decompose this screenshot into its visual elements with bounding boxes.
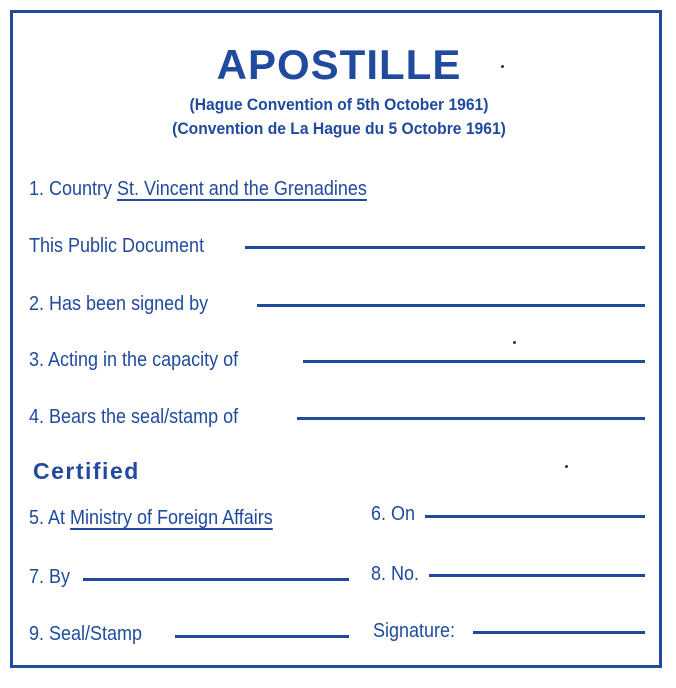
ink-speck [501, 65, 504, 68]
signed-by-line [257, 304, 645, 307]
certified-heading: Certified [33, 458, 140, 484]
acting-capacity-label: 3. Acting in the capacity of [29, 349, 239, 371]
signature-line [473, 631, 645, 634]
ink-speck [513, 341, 516, 344]
acting-capacity-line [303, 360, 645, 363]
seal-stamp-label: 9. Seal/Stamp [29, 623, 143, 645]
apostille-title: APOSTILLE [216, 41, 462, 88]
subtitle-english: (Hague Convention of 5th October 1961) [189, 95, 489, 114]
subtitle-french: (Convention de La Hague du 5 Octobre 1961) [172, 119, 506, 138]
country-value: St. Vincent and the Grenadines [117, 178, 367, 200]
by-label: 7. By [29, 566, 71, 588]
by-line [83, 578, 349, 581]
at-label: 5. At [29, 507, 66, 529]
country-label: 1. Country [29, 178, 113, 200]
signature-label: Signature: [373, 620, 456, 642]
on-label: 6. On [371, 503, 416, 525]
at-row [29, 507, 273, 530]
signed-by-label: 2. Has been signed by [29, 293, 209, 315]
apostille-stamp [10, 10, 662, 668]
at-value: Ministry of Foreign Affairs [70, 507, 273, 529]
bears-seal-label: 4. Bears the seal/stamp of [29, 406, 239, 428]
ink-speck [565, 465, 568, 468]
no-line [429, 574, 645, 577]
country-row [29, 178, 367, 201]
seal-stamp-line [175, 635, 349, 638]
on-line [425, 515, 645, 518]
public-document-line [245, 246, 645, 249]
bears-seal-line [297, 417, 645, 420]
no-label: 8. No. [371, 563, 420, 585]
public-document-label: This Public Document [29, 235, 205, 257]
